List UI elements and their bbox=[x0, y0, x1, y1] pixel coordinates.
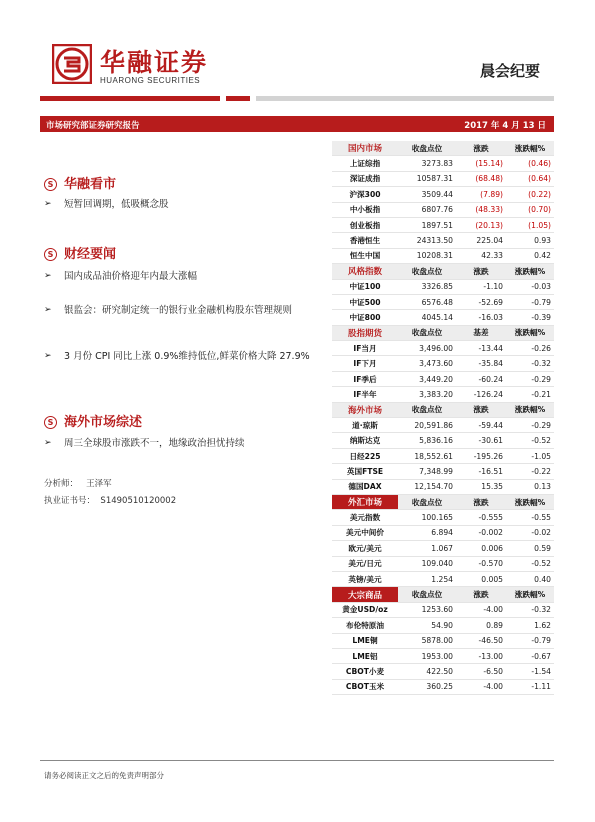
column-header-cell: 收盘点位 bbox=[398, 402, 456, 417]
brand-name: 华融证券 bbox=[100, 48, 209, 77]
value-cell: 225.04 bbox=[456, 233, 506, 248]
value-cell: 6807.76 bbox=[398, 202, 456, 217]
value-cell: -35.84 bbox=[456, 356, 506, 371]
table-header-row bbox=[332, 402, 554, 417]
table-row bbox=[332, 217, 554, 232]
report-date: 2017 年 4 月 13 日 bbox=[464, 121, 546, 131]
table-row bbox=[332, 387, 554, 402]
value-cell: -1.54 bbox=[506, 664, 554, 679]
value-cell: -60.24 bbox=[456, 371, 506, 386]
value-cell: 0.13 bbox=[506, 479, 554, 494]
column-header-cell: 收盘点位 bbox=[398, 587, 456, 602]
logo-circle-icon: S bbox=[44, 178, 57, 191]
arrow-bullet-icon: ➢ bbox=[44, 305, 52, 315]
certificate-line: 执业证书号： S1490510120002 bbox=[44, 496, 177, 506]
column-header-cell: 涨跌幅% bbox=[506, 494, 554, 509]
table-row bbox=[332, 202, 554, 217]
table-row bbox=[332, 356, 554, 371]
column-header-cell: 涨跌幅% bbox=[506, 402, 554, 417]
table-row bbox=[332, 541, 554, 556]
table-row bbox=[332, 602, 554, 617]
department-label: 市场研究部证券研究报告 bbox=[46, 121, 140, 131]
value-cell: 6.894 bbox=[398, 525, 456, 540]
table-row bbox=[332, 464, 554, 479]
footer-divider bbox=[40, 760, 554, 761]
value-cell: -0.39 bbox=[506, 310, 554, 325]
value-cell: 12,154.70 bbox=[398, 479, 456, 494]
header-rule bbox=[226, 96, 250, 101]
value-cell: (15.14) bbox=[456, 156, 506, 171]
value-cell: -0.21 bbox=[506, 387, 554, 402]
column-header-cell: 涨跌 bbox=[456, 494, 506, 509]
value-cell: -0.29 bbox=[506, 371, 554, 386]
value-cell: 3,383.20 bbox=[398, 387, 456, 402]
list-item: ➢ 短暂回调期，低吸概念股 bbox=[44, 196, 329, 213]
value-cell: 24313.50 bbox=[398, 233, 456, 248]
index-name-cell: 德国DAX bbox=[332, 479, 398, 494]
value-cell: -0.32 bbox=[506, 602, 554, 617]
table-row bbox=[332, 371, 554, 386]
report-banner bbox=[40, 116, 554, 132]
value-cell: 10208.31 bbox=[398, 248, 456, 263]
index-name-cell: LME铜 bbox=[332, 633, 398, 648]
index-name-cell: 创业板指 bbox=[332, 217, 398, 232]
table-row bbox=[332, 279, 554, 294]
value-cell: 3,473.60 bbox=[398, 356, 456, 371]
value-cell: 3509.44 bbox=[398, 187, 456, 202]
column-header-cell: 涨跌幅% bbox=[506, 141, 554, 156]
index-name-cell: 中小板指 bbox=[332, 202, 398, 217]
arrow-bullet-icon: ➢ bbox=[44, 271, 52, 281]
value-cell: 360.25 bbox=[398, 679, 456, 694]
arrow-bullet-icon: ➢ bbox=[44, 351, 52, 361]
header-rule bbox=[40, 96, 220, 101]
index-name-cell: 道·琼斯 bbox=[332, 418, 398, 433]
value-cell: -0.67 bbox=[506, 648, 554, 663]
value-cell: -0.570 bbox=[456, 556, 506, 571]
index-name-cell: 美元中间价 bbox=[332, 525, 398, 540]
table-row bbox=[332, 556, 554, 571]
value-cell: -16.51 bbox=[456, 464, 506, 479]
value-cell: -0.26 bbox=[506, 341, 554, 356]
table-row bbox=[332, 648, 554, 663]
table-header-row bbox=[332, 494, 554, 509]
table-header-row bbox=[332, 587, 554, 602]
arrow-bullet-icon: ➢ bbox=[44, 438, 52, 448]
value-cell: 3326.85 bbox=[398, 279, 456, 294]
value-cell: -1.10 bbox=[456, 279, 506, 294]
column-header-cell: 涨跌 bbox=[456, 141, 506, 156]
value-cell: 1953.00 bbox=[398, 648, 456, 663]
index-name-cell: IF下月 bbox=[332, 356, 398, 371]
value-cell: (0.46) bbox=[506, 156, 554, 171]
value-cell: (68.48) bbox=[456, 171, 506, 186]
table-row bbox=[332, 525, 554, 540]
value-cell: -4.00 bbox=[456, 679, 506, 694]
value-cell: 4045.14 bbox=[398, 310, 456, 325]
logo-circle-icon: S bbox=[44, 248, 57, 261]
value-cell: 7,348.99 bbox=[398, 464, 456, 479]
value-cell: 1253.60 bbox=[398, 602, 456, 617]
list-item: ➢ 银监会：研究制定统一的银行业金融机构股东管理规则 bbox=[44, 302, 329, 319]
value-cell: -59.44 bbox=[456, 418, 506, 433]
column-header-cell: 收盘点位 bbox=[398, 141, 456, 156]
value-cell: 1897.51 bbox=[398, 217, 456, 232]
value-cell: -13.44 bbox=[456, 341, 506, 356]
index-name-cell: 英镑/美元 bbox=[332, 571, 398, 586]
index-name-cell: CBOT小麦 bbox=[332, 664, 398, 679]
index-name-cell: 欧元/美元 bbox=[332, 541, 398, 556]
index-name-cell: 中证800 bbox=[332, 310, 398, 325]
column-header-cell: 涨跌 bbox=[456, 587, 506, 602]
table-row bbox=[332, 679, 554, 694]
table-row bbox=[332, 233, 554, 248]
index-name-cell: 布伦特原油 bbox=[332, 618, 398, 633]
column-header-cell: 收盘点位 bbox=[398, 264, 456, 279]
value-cell: -16.03 bbox=[456, 310, 506, 325]
table-row bbox=[332, 664, 554, 679]
value-cell: (1.05) bbox=[506, 217, 554, 232]
index-name-cell: 中证100 bbox=[332, 279, 398, 294]
section-title-huarong-view: S 华融看市 bbox=[44, 173, 116, 192]
value-cell: -0.29 bbox=[506, 418, 554, 433]
table-header-row bbox=[332, 325, 554, 340]
value-cell: 0.93 bbox=[506, 233, 554, 248]
value-cell: (48.33) bbox=[456, 202, 506, 217]
list-item: ➢ 3 月份 CPI 同比上涨 0.9%维持低位,鲜菜价格大降 27.9% bbox=[44, 348, 329, 365]
value-cell: -0.52 bbox=[506, 556, 554, 571]
section-header-cell: 风格指数 bbox=[332, 264, 398, 279]
table-row bbox=[332, 418, 554, 433]
index-name-cell: LME铝 bbox=[332, 648, 398, 663]
table-row bbox=[332, 156, 554, 171]
header-rule bbox=[256, 96, 554, 101]
value-cell: 5,836.16 bbox=[398, 433, 456, 448]
section-header-cell: 外汇市场 bbox=[332, 494, 398, 509]
table-row bbox=[332, 479, 554, 494]
value-cell: 15.35 bbox=[456, 479, 506, 494]
value-cell: -13.00 bbox=[456, 648, 506, 663]
index-name-cell: 黄金USD/oz bbox=[332, 602, 398, 617]
section-header-cell: 股指期货 bbox=[332, 325, 398, 340]
index-name-cell: CBOT玉米 bbox=[332, 679, 398, 694]
value-cell: -1.11 bbox=[506, 679, 554, 694]
arrow-bullet-icon: ➢ bbox=[44, 199, 52, 209]
table-row bbox=[332, 448, 554, 463]
disclaimer-note: 请务必阅读正文之后的免责声明部分 bbox=[44, 771, 164, 780]
table-row bbox=[332, 187, 554, 202]
index-name-cell: 深证成指 bbox=[332, 171, 398, 186]
index-name-cell: 恒生中国 bbox=[332, 248, 398, 263]
value-cell: (0.70) bbox=[506, 202, 554, 217]
value-cell: 54.90 bbox=[398, 618, 456, 633]
market-data-table bbox=[332, 141, 554, 695]
index-name-cell: 英国FTSE bbox=[332, 464, 398, 479]
index-name-cell: 美元指数 bbox=[332, 510, 398, 525]
value-cell: -0.002 bbox=[456, 525, 506, 540]
value-cell: (20.13) bbox=[456, 217, 506, 232]
value-cell: 0.59 bbox=[506, 541, 554, 556]
value-cell: -195.26 bbox=[456, 448, 506, 463]
value-cell: -0.555 bbox=[456, 510, 506, 525]
value-cell: 1.254 bbox=[398, 571, 456, 586]
value-cell: 1.067 bbox=[398, 541, 456, 556]
column-header-cell: 基差 bbox=[456, 325, 506, 340]
value-cell: -0.02 bbox=[506, 525, 554, 540]
value-cell: 0.005 bbox=[456, 571, 506, 586]
column-header-cell: 涨跌 bbox=[456, 264, 506, 279]
document-type: 晨会纪要 bbox=[479, 62, 540, 80]
value-cell: -4.00 bbox=[456, 602, 506, 617]
table-header-row bbox=[332, 141, 554, 156]
value-cell: -46.50 bbox=[456, 633, 506, 648]
value-cell: -0.79 bbox=[506, 294, 554, 309]
value-cell: 3273.83 bbox=[398, 156, 456, 171]
value-cell: 1.62 bbox=[506, 618, 554, 633]
value-cell: -126.24 bbox=[456, 387, 506, 402]
value-cell: -0.52 bbox=[506, 433, 554, 448]
value-cell: 6576.48 bbox=[398, 294, 456, 309]
index-name-cell: 日经225 bbox=[332, 448, 398, 463]
table-row bbox=[332, 294, 554, 309]
list-item: ➢ 国内成品油价格迎年内最大涨幅 bbox=[44, 268, 329, 285]
section-header-cell: 海外市场 bbox=[332, 402, 398, 417]
value-cell: 0.42 bbox=[506, 248, 554, 263]
index-name-cell: 中证500 bbox=[332, 294, 398, 309]
value-cell: -30.61 bbox=[456, 433, 506, 448]
value-cell: 109.040 bbox=[398, 556, 456, 571]
value-cell: 42.33 bbox=[456, 248, 506, 263]
value-cell: (0.22) bbox=[506, 187, 554, 202]
section-header-cell: 国内市场 bbox=[332, 141, 398, 156]
table-row bbox=[332, 510, 554, 525]
value-cell: -1.05 bbox=[506, 448, 554, 463]
value-cell: 3,496.00 bbox=[398, 341, 456, 356]
index-name-cell: 香港恒生 bbox=[332, 233, 398, 248]
value-cell: 100.165 bbox=[398, 510, 456, 525]
value-cell: (0.64) bbox=[506, 171, 554, 186]
value-cell: 0.89 bbox=[456, 618, 506, 633]
column-header-cell: 收盘点位 bbox=[398, 325, 456, 340]
column-header-cell: 涨跌 bbox=[456, 402, 506, 417]
table-row bbox=[332, 633, 554, 648]
section-title-finance-news: S 财经要闻 bbox=[44, 243, 116, 262]
table-row bbox=[332, 248, 554, 263]
index-name-cell: IF当月 bbox=[332, 341, 398, 356]
value-cell: -0.79 bbox=[506, 633, 554, 648]
value-cell: -52.69 bbox=[456, 294, 506, 309]
list-item: ➢ 周三全球股市涨跌不一，地缘政治担忧持续 bbox=[44, 435, 329, 452]
table-header-row bbox=[332, 264, 554, 279]
value-cell: -0.32 bbox=[506, 356, 554, 371]
huarong-logo-icon bbox=[52, 44, 92, 84]
table-row bbox=[332, 433, 554, 448]
value-cell: 0.006 bbox=[456, 541, 506, 556]
table-row bbox=[332, 171, 554, 186]
table-row bbox=[332, 341, 554, 356]
column-header-cell: 收盘点位 bbox=[398, 494, 456, 509]
index-name-cell: 沪深300 bbox=[332, 187, 398, 202]
section-title-overseas: S 海外市场综述 bbox=[44, 411, 142, 430]
index-name-cell: 纳斯达克 bbox=[332, 433, 398, 448]
value-cell: 18,552.61 bbox=[398, 448, 456, 463]
analyst-line: 分析师： 王泽军 bbox=[44, 479, 112, 489]
value-cell: 5878.00 bbox=[398, 633, 456, 648]
brand-name-en: HUARONG SECURITIES bbox=[100, 76, 201, 85]
index-name-cell: 上证综指 bbox=[332, 156, 398, 171]
column-header-cell: 涨跌幅% bbox=[506, 264, 554, 279]
value-cell: 3,449.20 bbox=[398, 371, 456, 386]
value-cell: 20,591.86 bbox=[398, 418, 456, 433]
value-cell: -0.03 bbox=[506, 279, 554, 294]
table-row bbox=[332, 571, 554, 586]
value-cell: -0.55 bbox=[506, 510, 554, 525]
index-name-cell: IF半年 bbox=[332, 387, 398, 402]
logo-circle-icon: S bbox=[44, 416, 57, 429]
value-cell: 10587.31 bbox=[398, 171, 456, 186]
table-row bbox=[332, 618, 554, 633]
value-cell: (7.89) bbox=[456, 187, 506, 202]
value-cell: 422.50 bbox=[398, 664, 456, 679]
section-header-cell: 大宗商品 bbox=[332, 587, 398, 602]
value-cell: 0.40 bbox=[506, 571, 554, 586]
column-header-cell: 涨跌幅% bbox=[506, 587, 554, 602]
value-cell: -0.22 bbox=[506, 464, 554, 479]
table-row bbox=[332, 310, 554, 325]
column-header-cell: 涨跌幅% bbox=[506, 325, 554, 340]
index-name-cell: 美元/日元 bbox=[332, 556, 398, 571]
value-cell: -6.50 bbox=[456, 664, 506, 679]
index-name-cell: IF季后 bbox=[332, 371, 398, 386]
